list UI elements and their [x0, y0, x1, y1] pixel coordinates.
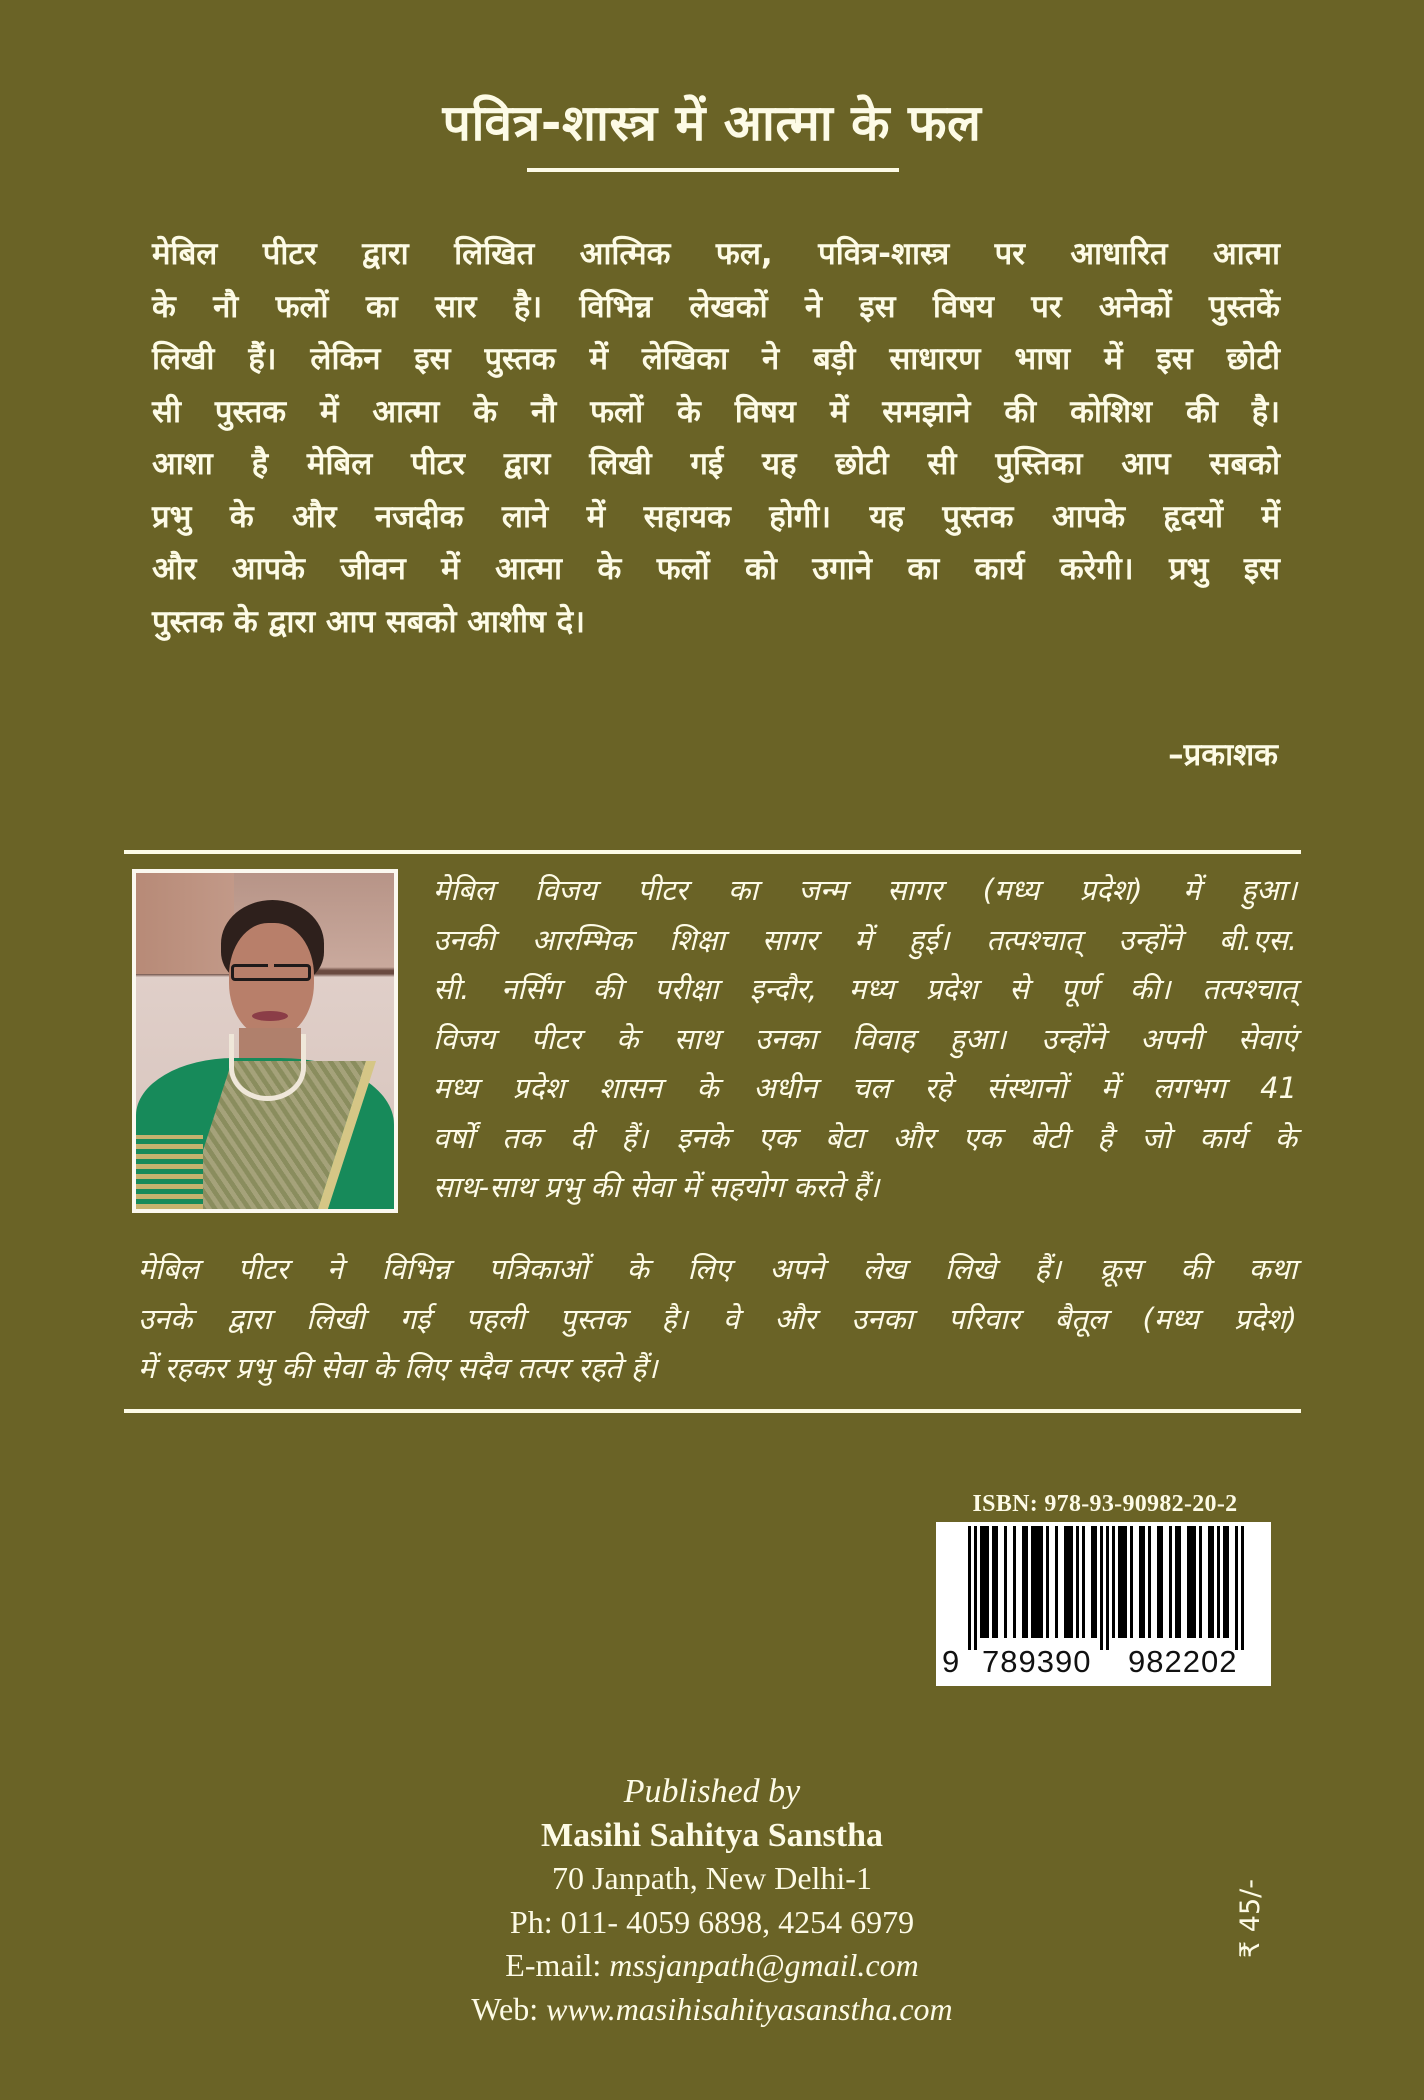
bio-line: उनके द्वारा लिखी गई पहली पुस्तक है। वे और उनका परिवार बैतूल (मध्य प्रदेश): [138, 1301, 1297, 1336]
barcode-digits-group2: 982202: [1128, 1644, 1238, 1679]
barcode: [936, 1522, 1271, 1686]
barcode-lead-digit: 9: [942, 1644, 960, 1679]
glasses-shape: [231, 964, 311, 981]
bio-line: मध्य प्रदेश शासन के अधीन चल रहे संस्थानों में लगभग 41: [433, 1071, 1297, 1105]
book-title: पवित्र-शास्त्र में आत्मा के फल: [442, 94, 982, 152]
barcode-digits-group1: 789390: [982, 1644, 1092, 1679]
barcode-digits: [942, 1644, 1264, 1680]
publisher-address: 70 Janpath, New Delhi-1: [552, 1860, 872, 1896]
bio-line: में रहकर प्रभु की सेवा के लिए सदैव तत्पर रहते हैं।: [138, 1351, 658, 1385]
web-label: Web:: [471, 1990, 547, 2027]
title-underline: [527, 168, 899, 172]
publisher-email-link[interactable]: mssjanpath@gmail.com: [609, 1947, 919, 1983]
blurb-line: मेबिल पीटर द्वारा लिखित आत्मिक फल, पवित्र-शास्त्र पर आधारित आत्मा: [152, 236, 1280, 272]
bio-line: सी. नर्सिंग की परीक्षा इन्दौर, मध्य प्रदेश से पूर्ण की। तत्पश्चात्: [433, 972, 1297, 1006]
author-photo-image: [136, 873, 394, 1209]
bio-line: मेबिल विजय पीटर का जन्म सागर (मध्य प्रदेश) में हुआ।: [433, 873, 1297, 907]
author-photo: [132, 869, 398, 1213]
author-bio-continued: [138, 1245, 1297, 1394]
author-bio: [433, 866, 1297, 1213]
bio-line: साथ-साथ प्रभु की सेवा में सहयोग करते हैं।: [433, 1170, 880, 1204]
publisher-blurb: [152, 228, 1280, 648]
publisher-phone: Ph: 011- 4059 6898, 4254 6979: [509, 1903, 915, 1940]
blurb-line: आशा है मेबिल पीटर द्वारा लिखी गई यह छोटी सी पुस्तिका आप सबको: [152, 446, 1280, 482]
blurb-signature: –प्रकाशक: [1168, 737, 1278, 773]
bio-line: मेबिल पीटर ने विभिन्न पत्रिकाओं के लिए अपने लेख लिखे हैं। क्रूस की कथा: [138, 1252, 1297, 1286]
published-by-label: Published by: [623, 1773, 801, 1810]
publisher-web-row: [0, 1988, 1424, 2032]
publisher-info: [0, 1770, 1424, 2031]
publisher-name: Masihi Sahitya Sanstha: [541, 1816, 883, 1854]
blurb-line: पुस्तक के द्वारा आप सबको आशीष दे।: [152, 603, 585, 640]
email-label: E-mail:: [505, 1947, 610, 1983]
section-divider-bottom: [124, 1409, 1301, 1413]
bio-line: वर्षों तक दी हैं। इनके एक बेटा और एक बेटी है जो कार्य के: [433, 1120, 1297, 1155]
isbn-label: ISBN: 978-93-90982-20-2: [972, 1491, 1238, 1517]
price-label: ₹ 45/-: [1235, 1879, 1266, 1958]
blurb-line: के नौ फलों का सार है। विभिन्न लेखकों ने इस विषय पर अनेकों पुस्तकें: [152, 288, 1280, 325]
blurb-line: प्रभु के और नजदीक लाने में सहायक होगी। यह पुस्तक आपके हृदयों में: [152, 498, 1280, 535]
section-divider-top: [124, 850, 1301, 854]
bio-line: विजय पीटर के साथ उनका विवाह हुआ। उन्होंने अपनी सेवाएं: [433, 1021, 1297, 1056]
publisher-website-link[interactable]: www.masihisahityasanstha.com: [546, 1990, 953, 2027]
blurb-line: सी पुस्तक में आत्मा के नौ फलों के विषय में समझाने की कोशिश की है।: [152, 393, 1280, 430]
bio-line: उनकी आरम्भिक शिक्षा सागर में हुई। तत्पश्चात् उन्होंने बी.एस.: [433, 922, 1297, 957]
blurb-line: लिखी हैं। लेकिन इस पुस्तक में लेखिका ने बड़ी साधारण भाषा में इस छोटी: [152, 341, 1280, 377]
publisher-email-row: [0, 1944, 1424, 1988]
blurb-line: और आपके जीवन में आत्मा के फलों को उगाने का कार्य करेगी। प्रभु इस: [152, 551, 1280, 587]
barcode-bars-icon: [968, 1526, 1244, 1650]
